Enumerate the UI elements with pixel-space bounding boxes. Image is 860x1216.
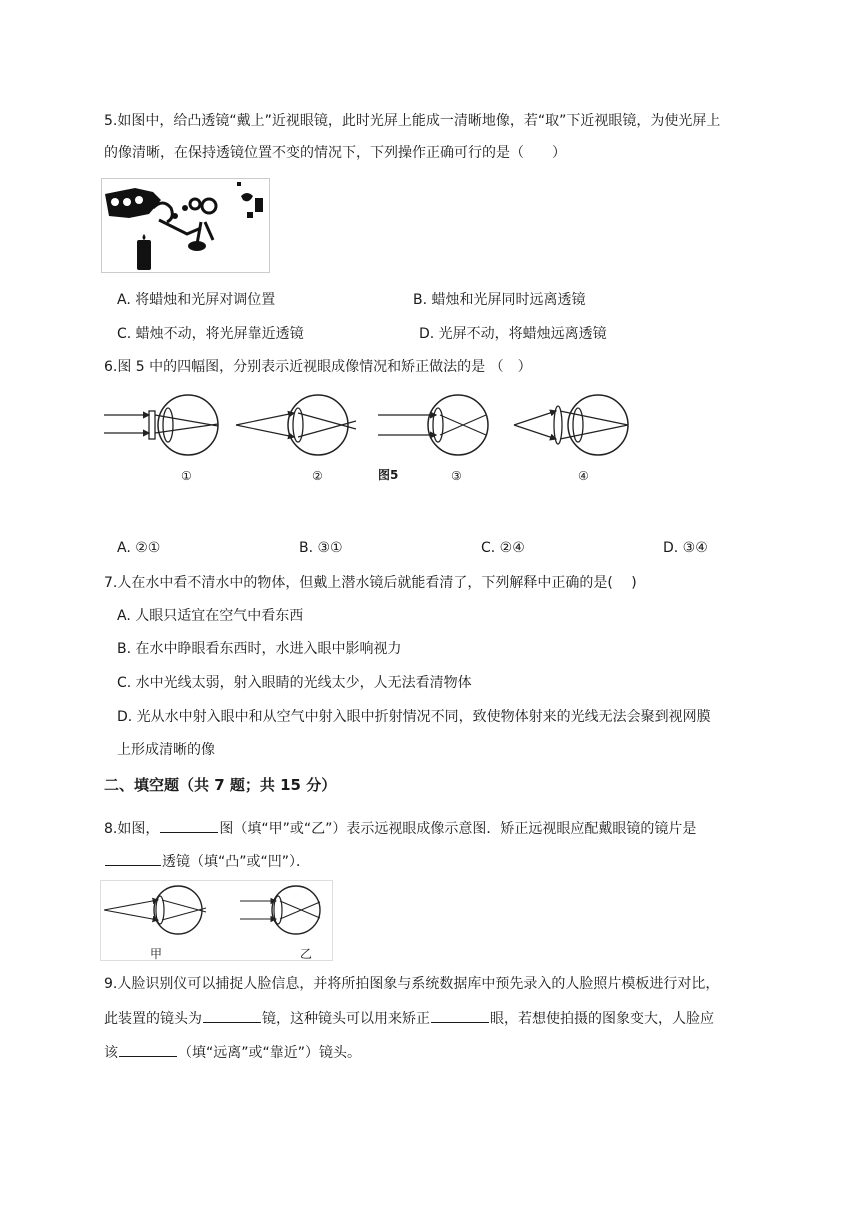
q8-line2 — [104, 851, 310, 872]
q7-option-c: C. 水中光线太弱，射入眼睛的光线太少，人无法看清物体 — [117, 675, 472, 691]
eye-diagram-1 — [104, 395, 218, 455]
q8-figure-label-jia: 甲 — [150, 947, 163, 961]
q5-stem-line1: 5.如图中，给凸透镜“戴上”近视眼镜，此时光屏上能成一清晰地像，若“取”下近视眼镜，为使光屏上 — [104, 113, 721, 129]
q9-line3-b: （填“远离”或“靠近”）镜头。 — [178, 1045, 362, 1061]
q7-option-a: A. 人眼只适宜在空气中看东西 — [117, 608, 304, 624]
q9-blank-1[interactable] — [203, 1008, 261, 1023]
q6-figure-label-2: ② — [312, 469, 323, 483]
q7-option-d-line1: D. 光从水中射入眼中和从空气中射入眼中折射情况不同，致使物体射来的光线无法会聚到视网膜 — [117, 709, 711, 725]
q8-line1-prefix: 8.如图， — [104, 821, 160, 837]
q8-line1 — [104, 818, 696, 839]
eye-diagram-3 — [378, 395, 488, 455]
q8-blank-1[interactable] — [160, 818, 218, 833]
q6-option-d: D. ③④ — [663, 540, 708, 556]
q9-line2-b: 镜，这种镜头可以用来矫正 — [262, 1011, 430, 1027]
q5-option-a: A. 将蜡烛和光屏对调位置 — [117, 292, 276, 308]
q6-figure-label-1: ① — [181, 469, 192, 483]
q6-option-a: A. ②① — [117, 540, 161, 556]
q5-stem-line2: 的像清晰，在保持透镜位置不变的情况下，下列操作正确可行的是（ ） — [104, 145, 566, 161]
q6-stem: 6.图 5 中的四幅图，分别表示近视眼成像情况和矫正做法的是 （ ） — [104, 359, 532, 375]
q7-stem: 7.人在水中看不清水中的物体，但戴上潜水镜后就能看清了，下列解释中正确的是( ) — [104, 575, 637, 591]
q9-blank-3[interactable] — [119, 1042, 177, 1057]
q6-option-c: C. ②④ — [481, 540, 525, 556]
q9-line2 — [104, 1008, 714, 1029]
q5-figure-candle-lens-screen — [101, 178, 271, 274]
q8-blank-2[interactable] — [105, 851, 161, 866]
q9-line2-c: 眼，若想使拍摄的图象变大，人脸应 — [490, 1011, 714, 1027]
eye-diagram-4 — [514, 395, 628, 455]
q8-line1-suffix: 图（填“甲”或“乙”）表示远视眼成像示意图．矫正远视眼应配戴眼镜的镜片是 — [219, 821, 697, 837]
section-heading: 二、填空题（共 7 题；共 15 分） — [104, 776, 337, 794]
q5-option-d: D. 光屏不动，将蜡烛远离透镜 — [419, 326, 607, 342]
q6-figure-caption: 图5 — [378, 468, 399, 482]
q9-line1: 9.人脸识别仪可以捕捉人脸信息，并将所拍图象与系统数据库中预先录入的人脸照片模板进行对比， — [104, 976, 720, 992]
q6-option-b: B. ③① — [299, 540, 343, 556]
q7-option-d-line2: 上形成清晰的像 — [117, 742, 215, 758]
q6-figure-label-3: ③ — [451, 469, 462, 483]
q5-option-c: C. 蜡烛不动，将光屏靠近透镜 — [117, 326, 304, 342]
q8-figure-eyes — [100, 880, 334, 962]
q9-line3 — [104, 1042, 361, 1063]
q6-figure-label-4: ④ — [578, 469, 589, 483]
q9-line3-a: 该 — [104, 1045, 118, 1061]
q5-option-b: B. 蜡烛和光屏同时远离透镜 — [413, 292, 586, 308]
q8-line2-suffix: 透镜（填“凸”或“凹”）． — [162, 854, 311, 870]
q9-line2-a: 此装置的镜头为 — [104, 1011, 202, 1027]
q9-blank-2[interactable] — [431, 1008, 489, 1023]
q7-option-b: B. 在水中睁眼看东西时，水进入眼中影响视力 — [117, 641, 402, 657]
q8-figure-label-yi: 乙 — [300, 947, 313, 961]
eye-diagram-2 — [236, 395, 356, 455]
